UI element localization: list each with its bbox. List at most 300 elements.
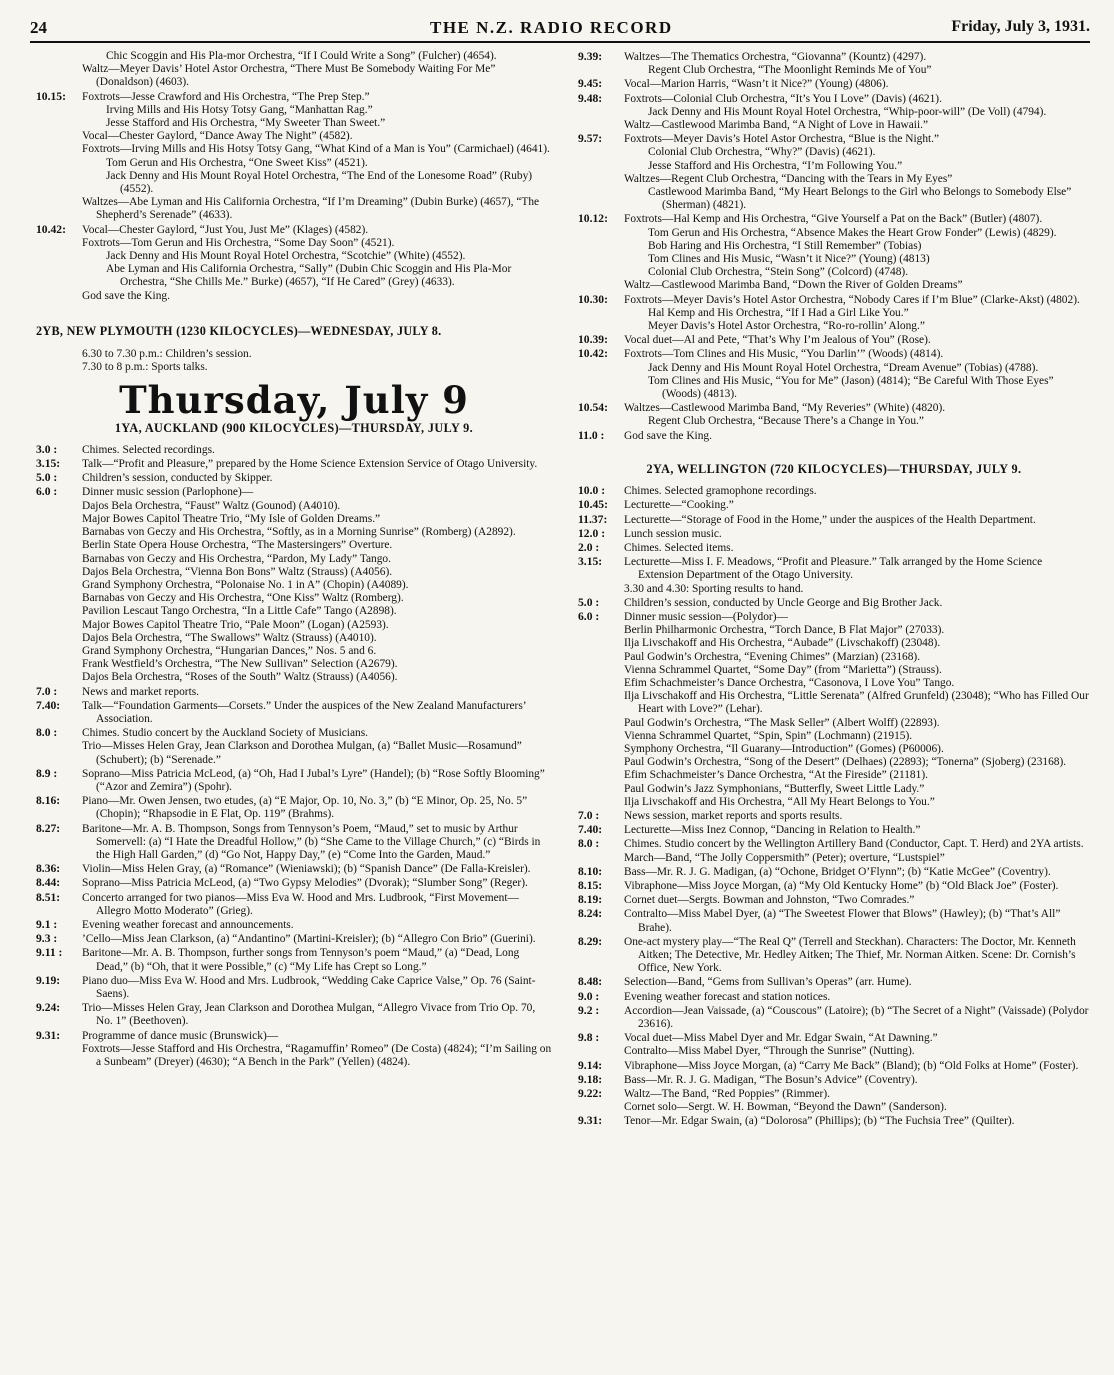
listing-text: Efim Schachmeister’s Dance Orchestra, “Casonova, I Love You” Tango.	[624, 676, 955, 689]
listing-text: Accordion—Jean Vaissade, (a) “Couscous” (Latoire); (b) “The Secret of a Night” (Vaissade) (Polydor 23616).	[624, 1004, 1089, 1031]
listing-text: Dajos Bela Orchestra, “Vienna Bon Bons” Waltz (Strauss) (A4056).	[82, 565, 393, 578]
listing-text: Ilja Livschakoff and His Orchestra, “Aubade” (Livschakoff) (23048).	[624, 637, 941, 650]
listing-entry	[578, 893, 1090, 907]
listing-time: 10.15:	[36, 89, 66, 103]
listing-entry	[36, 63, 552, 89]
listing-entry	[36, 237, 552, 250]
listing-time: 9.31:	[36, 1028, 61, 1042]
listing-entry	[36, 553, 552, 566]
listing-entry	[36, 794, 552, 821]
listing-entry	[578, 106, 1090, 119]
listing-text: God save the King.	[82, 289, 170, 302]
listing-entry	[578, 879, 1090, 893]
listing-entry	[578, 743, 1090, 756]
listing-entry	[578, 975, 1090, 989]
listing-entry	[578, 637, 1090, 650]
left-top-listings	[36, 50, 552, 303]
listing-entry	[578, 583, 1090, 596]
listing-text: Dajos Bela Orchestra, “The Swallows” Waltz (Strauss) (A4010).	[82, 631, 377, 644]
listing-text: Barnabas von Geczy and His Orchestra, “One Kiss” Waltz (Romberg).	[82, 592, 404, 605]
listing-entry	[36, 645, 552, 658]
listing-entry	[578, 690, 1090, 716]
listing-time: 8.24:	[578, 907, 603, 921]
listing-text: Waltz—Meyer Davis’ Hotel Astor Orchestra, “There Must Be Somebody Waiting For Me” (Donaldson) (4603).	[82, 63, 496, 89]
listing-text: Grand Symphony Orchestra, “Hungarian Dances,” Nos. 5 and 6.	[82, 644, 377, 657]
listing-text: Tom Clines and His Music, “Wasn’t it Nice?” (Young) (4813)	[648, 253, 930, 266]
listing-time: 10.12:	[578, 212, 608, 226]
listing-entry	[578, 796, 1090, 809]
listing-time: 5.0 :	[578, 595, 600, 609]
listing-text: Cornet solo—Sergt. W. H. Bowman, “Beyond the Dawn” (Sanderson).	[624, 1101, 947, 1114]
listing-entry	[578, 664, 1090, 677]
listing-text: Paul Godwin’s Orchestra, “Evening Chimes” (Marzian) (23168).	[624, 650, 921, 663]
listing-entry	[36, 526, 552, 539]
listing-entry	[578, 266, 1090, 279]
listing-entry	[578, 990, 1090, 1004]
listing-text: Irving Mills and His Hotsy Totsy Gang, “Manhattan Rag.”	[106, 103, 373, 116]
listing-time: 10.42:	[36, 222, 66, 236]
listing-text: Waltzes—Castlewood Marimba Band, “My Reveries” (White) (4820).	[624, 402, 946, 415]
listing-entry	[36, 457, 552, 471]
listing-entry	[36, 699, 552, 726]
listing-text: Regent Club Orchestra, “Because There’s a Change in You.”	[648, 415, 924, 428]
listing-entry	[578, 119, 1090, 132]
listing-entry	[578, 1087, 1090, 1101]
listing-text: Jack Denny and His Mount Royal Hotel Orchestra, “Whip-poor-will” (De Voll) (4794).	[648, 105, 1047, 118]
listing-entry	[578, 1059, 1090, 1073]
listing-entry	[578, 624, 1090, 637]
listing-entry	[36, 157, 552, 170]
listing-entry	[36, 1043, 552, 1069]
listing-text: Piano—Mr. Owen Jensen, two etudes, (a) “E Major, Op. 10, No. 3,” (b) “E Minor, Op. 25, No. 5” (Chopin); “Rhapsodie in E Flat, Op. 119” (Brahms).	[82, 795, 528, 821]
listing-text: Baritone—Mr. A. B. Thompson, further songs from Tennyson’s poem “Maud,” (a) “Dead, Long Dead,” (b) “Oh, that it were Possible,” (c) “My Life has Crept so Long.”	[82, 947, 520, 973]
listing-entry	[36, 104, 552, 117]
listing-entry	[578, 823, 1090, 837]
listing-time: 10.42:	[578, 347, 608, 361]
listing-text: Paul Godwin’s Jazz Symphonians, “Butterfly, Sweet Little Lady.”	[624, 782, 925, 795]
listing-entry	[578, 253, 1090, 266]
listing-entry	[36, 250, 552, 263]
new-plymouth-listings	[36, 348, 552, 374]
listing-entry	[36, 1001, 552, 1028]
listing-time: 11.37:	[578, 512, 608, 526]
listing-time: 8.44:	[36, 876, 61, 890]
listing-time: 9.11 :	[36, 946, 63, 960]
listing-entry	[36, 348, 552, 361]
listing-text: Vibraphone—Miss Joyce Morgan, (a) “Carry Me Back” (Bland); (b) “Old Folks at Home” (Foster).	[624, 1059, 1079, 1072]
listing-time: 7.40:	[578, 823, 603, 837]
listing-text: Dinner music session—(Polydor)—	[624, 610, 788, 623]
listing-text: 6.30 to 7.30 p.m.: Children’s session.	[82, 348, 252, 361]
listing-text: Meyer Davis’s Hotel Astor Orchestra, “Ro-ro-rollin’ Along.”	[648, 320, 925, 333]
listing-time: 9.3 :	[36, 932, 58, 946]
listing-text: 7.30 to 8 p.m.: Sports talks.	[82, 361, 208, 374]
listing-entry	[578, 541, 1090, 555]
listing-entry	[36, 500, 552, 513]
listing-entry	[578, 77, 1090, 91]
listing-time: 6.0 :	[578, 609, 600, 623]
listing-text: Foxtrots—Jesse Stafford and His Orchestra, “Ragamuffin’ Romeo” (De Costa) (4824); “I’m Sailing on a Sunbeam” (Dreyer) (4630); “A Bench in the Park” (Yellen) (4824).	[82, 1042, 552, 1069]
listing-entry	[578, 809, 1090, 823]
listing-text: Ilja Livschakoff and His Orchestra, “All My Heart Belongs to You.”	[624, 795, 935, 808]
listing-time: 3.15:	[36, 457, 61, 471]
listing-text: Foxtrots—Meyer Davis’s Hotel Astor Orchestra, “Blue is the Night.”	[624, 133, 940, 146]
listing-text: Berlin State Opera House Orchestra, “The Mastersingers” Overture.	[82, 539, 393, 552]
listing-text: Tom Gerun and His Orchestra, “One Sweet Kiss” (4521).	[106, 156, 368, 169]
listing-time: 9.8 :	[578, 1031, 600, 1045]
listing-time: 10.39:	[578, 333, 608, 347]
listing-text: Vienna Schrammel Quartet, “Spin, Spin” (Lochmann) (21915).	[624, 729, 913, 742]
listing-text: Jack Denny and His Mount Royal Hotel Orchestra, “Scotchie” (White) (4552).	[106, 250, 466, 263]
listing-text: Baritone—Mr. A. B. Thompson, Songs from Tennyson’s Poem, “Maud,” set to music by Arthur Somervell: (a) “I Hate the Dreadful Hollow,” (b) “She Came to the Village Church,” (c) “Birds in the High Hall Garden,” (d) “Go Not, Happy Day,” (e) “Come Into the Garden, Maud.”	[82, 822, 541, 861]
listing-entry	[578, 293, 1090, 307]
right-column	[578, 50, 1090, 1320]
listing-entry	[36, 862, 552, 876]
listing-text: Major Bowes Capitol Theatre Trio, “Pale Moon” (Logan) (A2593).	[82, 618, 389, 631]
listing-entry	[36, 822, 552, 863]
auckland-heading: 1YA, AUCKLAND (900 KILOCYCLES)—THURSDAY, JULY 9.	[114, 420, 474, 435]
listing-text: News and market reports.	[82, 685, 200, 698]
listing-text: Major Bowes Capitol Theatre Trio, “My Isle of Golden Dreams.”	[82, 512, 381, 525]
listing-text: Colonial Club Orchestra, “Stein Song” (Colcord) (4748).	[648, 266, 909, 279]
listing-entry	[578, 92, 1090, 106]
listing-text: Contralto—Miss Mabel Dyer, “Through the Sunrise” (Nutting).	[624, 1045, 915, 1058]
listing-entry	[578, 279, 1090, 292]
listing-entry	[36, 740, 552, 766]
listing-text: Chimes. Studio concert by the Auckland Society of Musicians.	[82, 727, 368, 740]
listing-text: Chimes. Studio concert by the Wellington Artillery Band (Conductor, Capt. T. Herd) and 2YA artists.	[624, 838, 1084, 851]
listing-entry	[36, 513, 552, 526]
listing-text: Dajos Bela Orchestra, “Roses of the South” Waltz (Strauss) (A4056).	[82, 671, 398, 684]
listing-text: Vibraphone—Miss Joyce Morgan, (a) “My Old Kentucky Home” (b) “Old Black Joe” (Foster).	[624, 879, 1059, 892]
listing-text: Vocal duet—Al and Pete, “That’s Why I’m Jealous of You” (Rose).	[624, 334, 931, 347]
listing-text: Lecturette—“Cooking.”	[624, 499, 734, 512]
listing-time: 8.36:	[36, 862, 61, 876]
listing-entry	[578, 333, 1090, 347]
listing-entry	[578, 935, 1090, 976]
listing-entry	[36, 1029, 552, 1043]
listing-entry	[36, 876, 552, 890]
listing-text: ’Cello—Miss Jean Clarkson, (a) “Andantino” (Martini-Kreisler); (b) “Allegro Con Brio” (Guerini).	[82, 933, 536, 946]
listing-text: Waltzes—Abe Lyman and His California Orchestra, “If I’m Dreaming” (Dubin Burke) (4657), “The Shepherd’s Serenade” (4633).	[82, 196, 540, 222]
listing-text: Contralto—Miss Mabel Dyer, (a) “The Sweetest Flower that Blows” (Hawley); (b) “That’s All” Brahe).	[624, 908, 1061, 934]
listing-entry	[36, 263, 552, 289]
listing-text: Foxtrots—Irving Mills and His Hotsy Totsy Gang, “What Kind of a Man is You” (Carmichael) (4641).	[82, 143, 550, 156]
listing-entry	[36, 361, 552, 374]
listing-time: 8.16:	[36, 794, 61, 808]
listing-text: Vienna Schrammel Quartet, “Some Day” (from “Marietta”) (Strauss).	[624, 663, 942, 676]
listing-time: 11.0 :	[578, 428, 605, 442]
listing-time: 9.22:	[578, 1087, 603, 1101]
listing-time: 9.39:	[578, 50, 603, 63]
listing-time: 8.48:	[578, 975, 603, 989]
listing-time: 3.15:	[578, 555, 603, 569]
listing-entry	[578, 498, 1090, 512]
listing-entry	[578, 173, 1090, 186]
listing-text: Jack Denny and His Mount Royal Hotel Orchestra, “The End of the Lonesome Road” (Ruby) (4552).	[106, 169, 533, 196]
listing-text: Bass—Mr. R. J. G. Madigan, “The Bosun’s Advice” (Coventry).	[624, 1073, 918, 1086]
listing-text: Soprano—Miss Patricia McLeod, (a) “Two Gypsy Melodies” (Dvorak); “Slumber Song” (Reger).	[82, 877, 528, 890]
listing-entry	[36, 671, 552, 684]
wellington-heading: 2YA, WELLINGTON (720 KILOCYCLES)—THURSDAY, JULY 9.	[646, 461, 1022, 476]
listing-entry	[578, 1073, 1090, 1087]
listing-entry	[578, 907, 1090, 934]
listing-entry	[578, 610, 1090, 624]
listing-entry	[578, 429, 1090, 443]
listing-text: March—Band, “The Jolly Coppersmith” (Peter); overture, “Lustspiel”	[624, 851, 945, 864]
listing-entry	[578, 320, 1090, 333]
listing-time: 8.27:	[36, 821, 61, 835]
listing-time: 7.0 :	[36, 684, 58, 698]
listing-text: Jesse Stafford and His Orchestra, “I’m Following You.”	[648, 159, 903, 172]
listing-time: 9.48:	[578, 91, 603, 105]
listing-text: Waltzes—The Thematics Orchestra, “Giovanna” (Kountz) (4297).	[624, 51, 927, 63]
listing-time: 8.19:	[578, 893, 603, 907]
listing-text: Jesse Stafford and His Orchestra, “My Sweeter Than Sweet.”	[106, 117, 386, 130]
listing-entry	[36, 50, 552, 63]
publication-title: THE N.Z. RADIO RECORD	[430, 18, 673, 37]
listing-entry	[36, 632, 552, 645]
listing-time: 9.18:	[578, 1072, 603, 1086]
listing-entry	[578, 212, 1090, 226]
listing-text: Waltz—The Band, “Red Poppies” (Rimmer).	[624, 1088, 830, 1101]
listing-time: 7.0 :	[578, 808, 600, 822]
listing-time: 6.0 :	[36, 485, 58, 499]
left-column	[36, 50, 552, 1320]
listing-entry	[578, 401, 1090, 415]
page-number: 24	[30, 18, 47, 37]
listing-entry	[578, 132, 1090, 146]
listing-entry	[578, 347, 1090, 361]
listing-text: Vocal—Marion Harris, “Wasn’t it Nice?” (Young) (4806).	[624, 78, 889, 91]
listing-entry	[578, 852, 1090, 865]
listing-text: Ilja Livschakoff and His Orchestra, “Little Serenata” (Alfred Grunfeld) (23048); “Who has Filled Our Heart with Love?” (Lehar).	[624, 690, 1089, 716]
listing-time: 9.2 :	[578, 1003, 600, 1017]
listing-text: Vocal—Chester Gaylord, “Dance Away The Night” (4582).	[82, 130, 353, 143]
listing-entry	[36, 539, 552, 552]
listing-time: 8.0 :	[578, 837, 600, 851]
listing-text: Dinner music session (Parlophone)—	[82, 486, 254, 499]
listing-entry	[578, 769, 1090, 782]
listing-text: Efim Schachmeister’s Dance Orchestra, “At the Fireside” (21181).	[624, 769, 928, 782]
listing-entry	[578, 527, 1090, 541]
listing-entry	[578, 50, 1090, 64]
listing-text: Berlin Philharmonic Orchestra, “Torch Dance, B Flat Major” (27033).	[624, 624, 945, 637]
listing-text: Lecturette—Miss I. F. Meadows, “Profit and Pleasure.” Talk arranged by the Home Science Extension Department of the Otago University.	[624, 556, 1043, 582]
listing-time: 9.19:	[36, 973, 61, 987]
new-plymouth-heading: 2YB, NEW PLYMOUTH (1230 KILOCYCLES)—WEDNESDAY, JULY 8.	[36, 323, 442, 338]
listing-entry	[36, 143, 552, 156]
listing-entry	[36, 891, 552, 918]
listing-entry	[36, 223, 552, 237]
listing-time: 9.31:	[578, 1114, 603, 1128]
listing-text: Talk—“Foundation Garments—Corsets.” Under the auspices of the New Zealand Manufacturers’ Association.	[82, 699, 526, 725]
listing-entry	[578, 1114, 1090, 1128]
listing-text: Lunch session music.	[624, 527, 722, 540]
listing-text: One-act mystery play—“The Real Q” (Terrell and Steckhan). Characters: The Doctor, Mr. Kenneth Aitken; The Detective, Mr. Hedley Aitken; The Thief, Mr. Norman Aitken. Scene: Dr. Cornish’s Office, New York.	[624, 935, 1076, 975]
listing-text: Selection—Band, “Gems from Sullivan’s Operas” (arr. Hume).	[624, 976, 912, 989]
listing-text: Bob Haring and His Orchestra, “I Still Remember” (Tobias)	[648, 239, 922, 252]
listing-entry	[578, 837, 1090, 851]
listing-entry	[36, 443, 552, 457]
right-top-listings	[578, 50, 1090, 443]
listing-text: Tom Clines and His Music, “You for Me” (Jason) (4814); “Be Careful With Those Eyes” (Woods) (4813).	[648, 374, 1054, 401]
listing-text: News session, market reports and sports results.	[624, 809, 843, 822]
listing-text: Paul Godwin’s Orchestra, “The Mask Seller” (Albert Wolff) (22893).	[624, 716, 940, 729]
listing-entry	[578, 415, 1090, 428]
listing-entry	[578, 677, 1090, 690]
listing-text: Waltz—Castlewood Marimba Band, “Down the River of Golden Dreams”	[624, 279, 963, 292]
listing-time: 9.45:	[578, 77, 603, 91]
listing-entry	[36, 130, 552, 143]
listing-text: Chic Scoggin and His Pla-mor Orchestra, “If I Could Write a Song” (Fulcher) (4654).	[106, 50, 497, 62]
listing-text: Hal Kemp and His Orchestra, “If I Had a Girl Like You.”	[648, 306, 909, 319]
listing-text: Lecturette—Miss Inez Connop, “Dancing in Relation to Health.”	[624, 824, 921, 837]
listing-text: Foxtrots—Hal Kemp and His Orchestra, “Give Yourself a Pat on the Back” (Butler) (4807).	[624, 213, 1043, 226]
listing-time: 8.9 :	[36, 766, 58, 780]
wellington-listings	[578, 484, 1090, 1129]
listing-text: Paul Godwin’s Orchestra, “Song of the Desert” (Delhaes) (22893); “Tonerna” (Sjoberg) (23168).	[624, 756, 1067, 769]
listing-entry	[36, 579, 552, 592]
listing-text: Grand Symphony Orchestra, “Polonaise No. 1 in A” (Chopin) (A4089).	[82, 578, 409, 591]
listing-entry	[36, 974, 552, 1001]
listing-text: Chimes. Selected gramophone recordings.	[624, 485, 817, 498]
auckland-listings	[36, 443, 552, 1069]
listing-entry	[36, 726, 552, 740]
listing-entry	[36, 117, 552, 130]
listing-time: 10.30:	[578, 292, 608, 306]
listing-time: 8.10:	[578, 864, 603, 878]
listing-entry	[36, 767, 552, 794]
listing-entry	[578, 555, 1090, 582]
listing-text: Foxtrots—Tom Gerun and His Orchestra, “Some Day Soon” (4521).	[82, 236, 395, 249]
listing-entry	[36, 485, 552, 499]
listing-entry	[578, 756, 1090, 769]
listing-time: 8.51:	[36, 890, 61, 904]
listing-entry	[578, 651, 1090, 664]
listing-entry	[36, 946, 552, 973]
listing-text: Foxtrots—Colonial Club Orchestra, “It’s You I Love” (Davis) (4621).	[624, 92, 942, 105]
listing-entry	[578, 1004, 1090, 1031]
listing-entry	[578, 865, 1090, 879]
listing-text: Tenor—Mr. Edgar Swain, (a) “Dolorosa” (Phillips); (b) “The Fuchsia Tree” (Quilter).	[624, 1115, 1015, 1128]
listing-text: Soprano—Miss Patricia McLeod, (a) “Oh, Had I Jubal’s Lyre” (Handel); (b) “Rose Softly Blooming” (“Azor and Zemira”) (Spohr).	[82, 767, 545, 793]
listing-text: Foxtrots—Jesse Crawford and His Orchestra, “The Prep Step.”	[82, 90, 370, 103]
listing-entry	[578, 596, 1090, 610]
listing-entry	[578, 783, 1090, 796]
listing-text: Vocal—Chester Gaylord, “Just You, Just Me” (Klages) (4582).	[82, 223, 369, 236]
listing-entry	[36, 658, 552, 671]
listing-text: Concerto arranged for two pianos—Miss Eva W. Hood and Mrs. Ludbrook, “First Movement—Allegro Motto Moderato” (Grieg).	[82, 891, 519, 917]
listing-entry	[578, 1101, 1090, 1114]
listing-text: Children’s session, conducted by Uncle George and Big Brother Jack.	[624, 596, 943, 609]
listing-entry	[578, 484, 1090, 498]
listing-entry	[578, 160, 1090, 173]
listing-text: Waltz—Castlewood Marimba Band, “A Night of Love in Hawaii.”	[624, 119, 929, 132]
issue-date: Friday, July 3, 1931.	[951, 18, 1090, 35]
listing-time: 9.1 :	[36, 917, 58, 931]
listing-text: Frank Westfield’s Orchestra, “The New Sullivan” Selection (A2679).	[82, 658, 398, 671]
listing-entry	[36, 196, 552, 222]
listing-text: Trio—Misses Helen Gray, Jean Clarkson and Dorothea Mulgan, (a) “Ballet Music—Rosamund” (Schubert); (b) “Serenade.”	[82, 740, 522, 766]
listing-time: 8.0 :	[36, 726, 58, 740]
listing-time: 8.29:	[578, 934, 603, 948]
listing-text: Abe Lyman and His California Orchestra, “Sally” (Dubin Chic Scoggin and His Pla-Mor Orchestra, “She Chills Me.” Burke) (4657), “If He Cared” (Grey) (4633).	[106, 263, 512, 289]
listing-text: Regent Club Orchestra, “The Moonlight Reminds Me of You”	[648, 64, 932, 77]
listing-text: Violin—Miss Helen Gray, (a) “Romance” (Wieniawski); (b) “Spanish Dance” (De Falla-Kreisler).	[82, 863, 531, 876]
listing-text: Lecturette—“Storage of Food in the Home,” under the auspices of the Health Department.	[624, 513, 1036, 526]
listing-time: 9.14:	[578, 1058, 603, 1072]
listing-entry	[36, 605, 552, 618]
listing-text: Waltzes—Regent Club Orchestra, “Dancing with the Tears in My Eyes”	[624, 172, 953, 185]
listing-entry	[36, 170, 552, 196]
listing-text: Evening weather forecast and announcements.	[82, 918, 294, 931]
listing-entry	[36, 290, 552, 303]
listing-time: 12.0 :	[578, 526, 606, 540]
listing-entry	[578, 146, 1090, 159]
listing-text: Symphony Orchestra, “Il Guarany—Introduction” (Gomes) (P60006).	[624, 742, 944, 755]
listing-entry	[36, 932, 552, 946]
listing-entry	[36, 685, 552, 699]
listing-time: 3.0 :	[36, 442, 58, 456]
listing-entry	[578, 1045, 1090, 1058]
listing-text: Pavilion Lescaut Tango Orchestra, “In a Little Cafe” Tango (A2898).	[82, 605, 397, 618]
listing-time: 10.54:	[578, 401, 608, 415]
header-rule	[30, 41, 1090, 43]
listing-text: God save the King.	[624, 429, 712, 442]
listing-text: Chimes. Selected items.	[624, 541, 734, 554]
listing-text: 3.30 and 4.30: Sporting results to hand.	[624, 582, 804, 595]
listing-entry	[36, 619, 552, 632]
listing-entry	[578, 240, 1090, 253]
listing-entry	[36, 90, 552, 104]
listing-text: Foxtrots—Tom Clines and His Music, “You Darlin’” (Woods) (4814).	[624, 348, 944, 361]
listing-text: Cornet duet—Sergts. Bowman and Johnston, “Two Comrades.”	[624, 894, 915, 907]
page-header	[30, 18, 1090, 40]
listing-text: Talk—“Profit and Pleasure,” prepared by the Home Science Extension Service of Otago University.	[82, 458, 538, 471]
listing-text: Barnabas von Geczy and His Orchestra, “Pardon, My Lady” Tango.	[82, 552, 391, 565]
day-heading: Thursday, July 9	[119, 378, 469, 423]
listing-time: 2.0 :	[578, 540, 600, 554]
listing-time: 9.24:	[36, 1001, 61, 1015]
listing-time: 7.40:	[36, 698, 61, 712]
listing-entry	[578, 375, 1090, 401]
listing-time: 10.0 :	[578, 484, 606, 498]
listing-text: Foxtrots—Meyer Davis’s Hotel Astor Orchestra, “Nobody Cares if I’m Blue” (Clarke-Akst) (4802).	[624, 293, 1080, 306]
listing-text: Barnabas von Geczy and His Orchestra, “Softly, as in a Morning Sunrise” (Romberg) (A2892).	[82, 526, 516, 539]
listing-time: 9.0 :	[578, 989, 600, 1003]
listing-time: 5.0 :	[36, 471, 58, 485]
listing-entry	[578, 1031, 1090, 1045]
listing-text: Chimes. Selected recordings.	[82, 443, 215, 456]
listing-time: 8.15:	[578, 878, 603, 892]
listing-time: 10.45:	[578, 498, 608, 512]
listing-text: Children’s session, conducted by Skipper.	[82, 472, 273, 485]
listing-entry	[578, 717, 1090, 730]
listing-text: Bass—Mr. R. J. G. Madigan, (a) “Ochone, Bridget O’Flynn”; (b) “Katie McGee” (Coventry).	[624, 865, 1051, 878]
listing-text: Colonial Club Orchestra, “Why?” (Davis) (4621).	[648, 146, 876, 159]
listing-entry	[36, 566, 552, 579]
listing-text: Programme of dance music (Brunswick)—	[82, 1029, 279, 1042]
listing-text: Castlewood Marimba Band, “My Heart Belongs to the Girl who Belongs to Somebody Else” (Sherman) (4821).	[648, 186, 1072, 212]
listing-entry	[578, 362, 1090, 375]
listing-entry	[36, 592, 552, 605]
listing-text: Jack Denny and His Mount Royal Hotel Orchestra, “Dream Avenue” (Tobias) (4788).	[648, 361, 1039, 374]
listing-text: Tom Gerun and His Orchestra, “Absence Makes the Heart Grow Fonder” (Lewis) (4829).	[648, 226, 1057, 239]
listing-entry	[36, 471, 552, 485]
listing-entry	[578, 513, 1090, 527]
listing-time: 9.57:	[578, 132, 603, 146]
